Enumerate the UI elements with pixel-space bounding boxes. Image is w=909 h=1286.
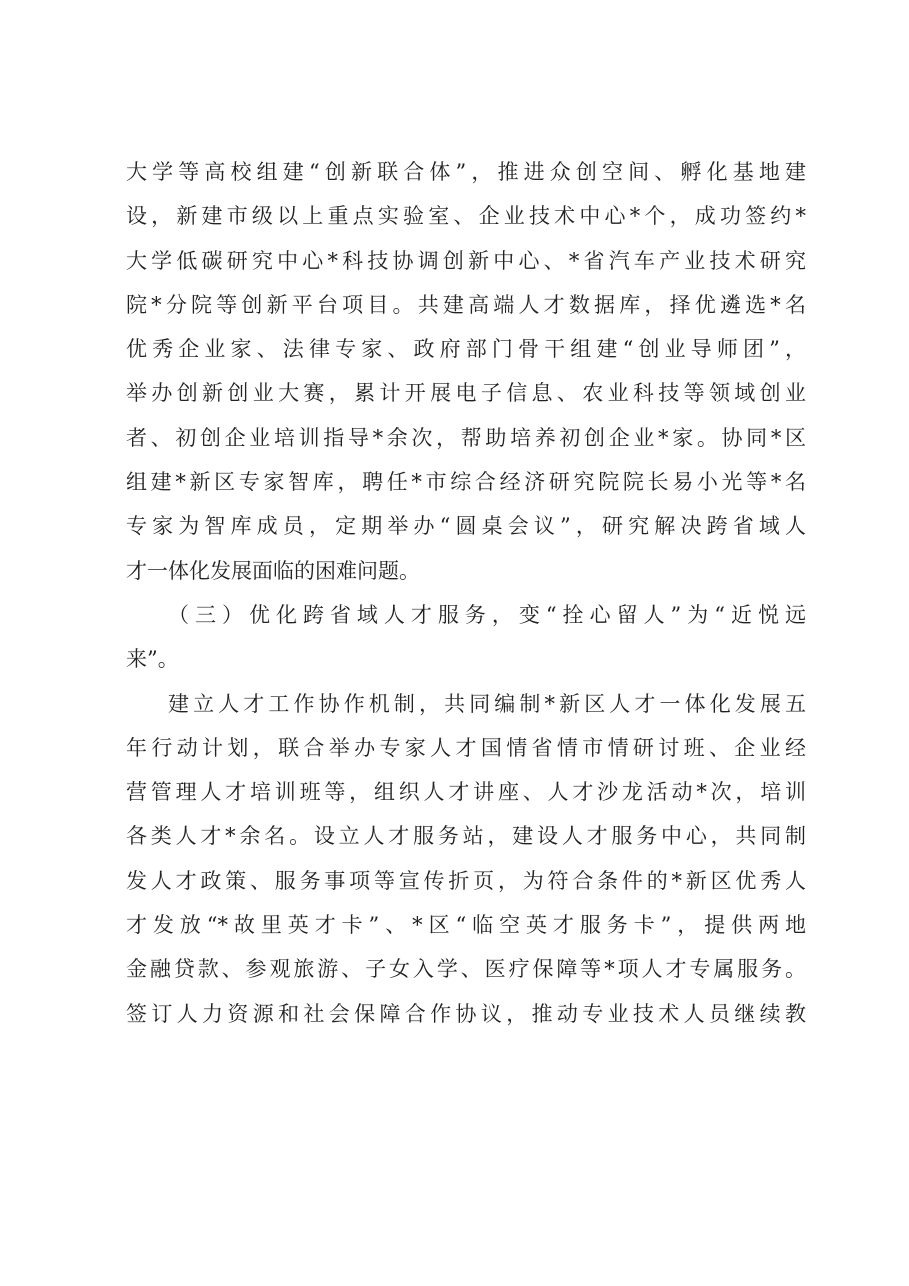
text-line: 发人才政策、服务事项等宣传折页，为符合条件的*新区优秀人 <box>126 868 806 893</box>
text-line: 签订人力资源和社会保障合作协议，推动专业技术人员继续教 <box>126 1001 806 1026</box>
text-line: 举办创新创业大赛，累计开展电子信息、农业科技等领域创业 <box>126 381 806 406</box>
text-line: 才发放“*故里英才卡”、*区“临空英才服务卡”，提供两地 <box>126 913 806 938</box>
text-line: 者、初创企业培训指导*余次，帮助培养初创企业*家。协同*区 <box>126 425 806 450</box>
text-line: 各类人才*余名。设立人才服务站，建设人才服务中心，共同制 <box>126 824 806 849</box>
text-line: 大学低碳研究中心*科技协调创新中心、*省汽车产业技术研究 <box>126 248 806 273</box>
text-line: 营管理人才培训班等，组织人才讲座、人才沙龙活动*次，培训 <box>126 780 806 805</box>
text-line: 设，新建市级以上重点实验室、企业技术中心*个，成功签约* <box>126 204 806 229</box>
text-line: 才一体化发展面临的困难问题。 <box>126 558 420 583</box>
section-heading: （三）优化跨省域人才服务，变“拴心留人”为“近悦远 <box>168 602 806 627</box>
text-line: 专家为智库成员，定期举办“圆桌会议”，研究解决跨省域人 <box>126 514 806 539</box>
text-line: 组建*新区专家智库，聘任*市综合经济研究院院长易小光等*名 <box>126 470 806 495</box>
section-heading-continued: 来”。 <box>126 647 179 672</box>
text-line: 金融贷款、参观旅游、子女入学、医疗保障等*项人才专属服务。 <box>126 957 806 982</box>
text-line: 年行动计划，联合举办专家人才国情省情市情研讨班、企业经 <box>126 735 806 760</box>
document-body <box>126 150 806 1036</box>
text-line: 院*分院等创新平台项目。共建高端人才数据库，择优遴选*名 <box>126 292 806 317</box>
text-line: 优秀企业家、法律专家、政府部门骨干组建“创业导师团”， <box>126 337 806 362</box>
text-line: 建立人才工作协作机制，共同编制*新区人才一体化发展五 <box>168 691 806 716</box>
text-line: 大学等高校组建“创新联合体”，推进众创空间、孵化基地建 <box>126 160 806 184</box>
